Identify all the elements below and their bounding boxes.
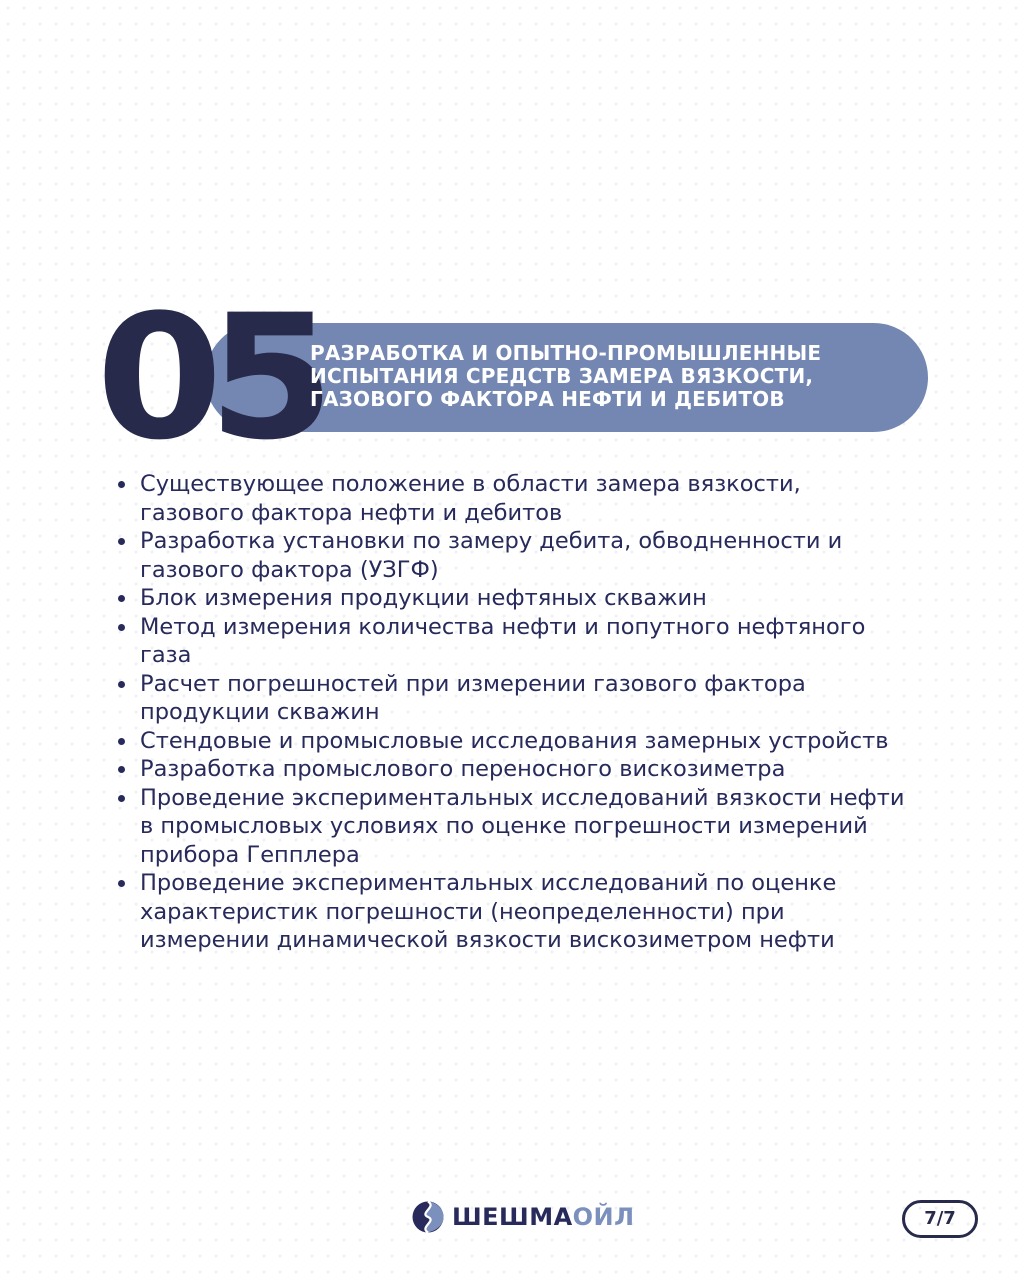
bullet-dot-icon	[118, 595, 125, 602]
bullet-dot-icon	[118, 880, 125, 887]
topic-item	[118, 527, 908, 584]
bullet-dot-icon	[118, 795, 125, 802]
topic-text: Метод измерения количества нефти и попутного нефтяного газа	[140, 613, 866, 668]
topic-text: Блок измерения продукции нефтяных скважин	[140, 585, 707, 611]
section-title: РАЗРАБОТКА И ОПЫТНО-ПРОМЫШЛЕННЫЕ ИСПЫТАНИЯ СРЕДСТВ ЗАМЕРА ВЯЗКОСТИ, ГАЗОВОГО ФАКТОРА НЕФТИ И ДЕБИТОВ	[310, 341, 822, 411]
topic-text: Стендовые и промысловые исследования замерных устройств	[140, 727, 889, 754]
topic-item	[118, 613, 908, 670]
topic-text: Разработка промыслового переносного вискозиметра	[140, 756, 786, 782]
company-logo	[412, 1200, 635, 1234]
topic-list	[118, 470, 908, 955]
bullet-dot-icon	[118, 481, 125, 488]
topic-text: Расчет погрешностей при измерении газового фактора продукции скважин	[140, 670, 806, 725]
topic-item	[118, 755, 908, 784]
topic-text: Проведение экспериментальных исследований вязкости нефти в промысловых условиях по оценке погрешности измерений прибора Гепплера	[140, 784, 905, 868]
bullet-dot-icon	[118, 538, 125, 545]
logo-text-secondary: ОЙЛ	[572, 1203, 635, 1231]
page-counter: 7/7	[902, 1200, 978, 1238]
sheshmaoil-logo-icon	[412, 1201, 444, 1233]
topic-item	[118, 670, 908, 727]
topic-text: Проведение экспериментальных исследований по оценке характеристик погрешности (неопределенности) при измерении динамической вязкости вискозиметром нефти	[140, 870, 837, 953]
topic-text: Существующее положение в области замера вязкости, газового фактора нефти и дебитов	[140, 471, 801, 526]
topic-item	[118, 584, 908, 613]
logo-text-primary: ШЕШМА	[452, 1203, 573, 1231]
bullet-dot-icon	[118, 624, 125, 631]
topic-item	[118, 784, 908, 870]
bullet-dot-icon	[118, 681, 125, 688]
bullet-dot-icon	[118, 766, 125, 773]
topic-item	[118, 470, 908, 527]
topic-item	[118, 727, 908, 756]
bullet-dot-icon	[118, 738, 125, 745]
section-number: 05	[96, 277, 321, 478]
topic-item	[118, 869, 908, 955]
topic-text: Разработка установки по замеру дебита, обводненности и газового фактора (УЗГФ)	[140, 528, 843, 583]
